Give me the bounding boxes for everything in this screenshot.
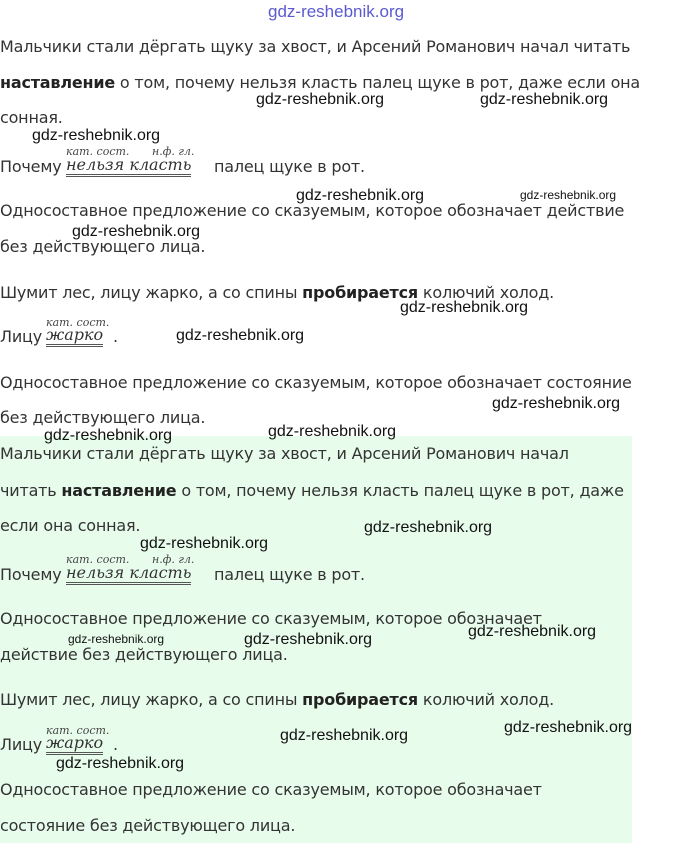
block1-example2-dot: . [113, 327, 118, 346]
watermark: gdz-reshebnik.org [140, 535, 269, 552]
sentence-part: Шумит лес, лицу жарко, а со спины [0, 690, 303, 709]
watermark: gdz-reshebnik.org [520, 188, 617, 202]
bold-word: наставление [0, 73, 116, 92]
watermark: gdz-reshebnik.org [44, 427, 173, 444]
block2-definition1-line2: действие без действующего лица. [0, 645, 288, 664]
block1-annotation-cat-sost: кат. сост. [66, 145, 130, 158]
watermark: gdz-reshebnik.org [68, 632, 165, 646]
watermark: gdz-reshebnik.org [364, 519, 493, 536]
block1-predicate2-underlined: жарко [46, 326, 103, 347]
watermark: gdz-reshebnik.org [32, 127, 161, 144]
block2-definition1-line1: Односоставное предложение со сказуемым, которое обозначает [0, 609, 542, 628]
watermark: gdz-reshebnik.org [268, 423, 397, 440]
watermark: gdz-reshebnik.org [244, 631, 373, 648]
watermark: gdz-reshebnik.org [504, 719, 633, 736]
bold-word: наставление [61, 481, 177, 500]
block1-definition1-line2: без действующего лица. [0, 237, 206, 256]
block1-definition2-line2: без действующего лица. [0, 408, 206, 427]
block1-text-line1: Мальчики стали дёргать щуку за хвост, и Арсений Романович начал читать [0, 37, 631, 56]
watermark: gdz-reshebnik.org [492, 395, 621, 412]
sentence-part: колючий холод. [418, 283, 554, 302]
block1-definition1-line1: Односоставное предложение со сказуемым, которое обозначает действие [0, 201, 625, 220]
block2-annotation2-cat-sost: кат. сост. [46, 724, 110, 737]
watermark: gdz-reshebnik.org [296, 187, 425, 204]
block2-text-line3: если она сонная. [0, 516, 141, 535]
sentence-part: колючий холод. [418, 690, 554, 709]
block2-predicate2-underlined: жарко [46, 734, 103, 755]
block1-example2-prefix: Лицу [0, 327, 42, 346]
block2-annotation-nf-gl: н.ф. гл. [152, 553, 195, 566]
line-rest: о том, почему нельзя класть палец щуке в рот, даже [176, 481, 624, 500]
watermark: gdz-reshebnik.org [280, 727, 409, 744]
bold-word: пробирается [302, 690, 418, 709]
watermark: gdz-reshebnik.org [256, 91, 385, 108]
line-rest: о том, почему нельзя класть палец щуке в рот, даже если она [115, 73, 641, 92]
watermark-top: gdz-reshebnik.org [268, 2, 405, 21]
block1-annotation2-cat-sost: кат. сост. [46, 316, 110, 329]
block1-text-line3: сонная. [0, 108, 63, 127]
block2-example1-prefix: Почему [0, 565, 62, 584]
block2-definition2-line1: Односоставное предложение со сказуемым, которое обозначает [0, 780, 542, 799]
watermark: gdz-reshebnik.org [400, 299, 529, 316]
block1-text-line2 [0, 73, 640, 93]
block1-definition2-line1: Односоставное предложение со сказуемым, которое обозначает состояние [0, 373, 632, 392]
block2-predicate-underlined: нельзя класть [66, 564, 191, 585]
sentence-part: Шумит лес, лицу жарко, а со спины [0, 283, 303, 302]
watermark: gdz-reshebnik.org [72, 223, 201, 240]
block2-example2-dot: . [113, 735, 118, 754]
watermark: gdz-reshebnik.org [176, 327, 305, 344]
watermark: gdz-reshebnik.org [468, 623, 597, 640]
block1-example1-suffix: палец щуке в рот. [214, 157, 365, 176]
block2-annotation-cat-sost: кат. сост. [66, 553, 130, 566]
block2-definition2-line2: состояние без действующего лица. [0, 816, 296, 835]
block2-example2-prefix: Лицу [0, 735, 42, 754]
line-part: читать [0, 481, 62, 500]
block1-annotation-nf-gl: н.ф. гл. [152, 145, 195, 158]
watermark: gdz-reshebnik.org [480, 91, 609, 108]
block2-example1-suffix: палец щуке в рот. [214, 565, 365, 584]
block2-sentence2 [0, 690, 554, 710]
watermark: gdz-reshebnik.org [56, 755, 185, 772]
block2-text-line1: Мальчики стали дёргать щуку за хвост, и Арсений Романович начал [0, 444, 569, 463]
block2-text-line2 [0, 481, 624, 501]
block1-predicate-underlined: нельзя класть [66, 156, 191, 177]
bold-word: пробирается [302, 283, 418, 302]
block1-example1-prefix: Почему [0, 157, 62, 176]
